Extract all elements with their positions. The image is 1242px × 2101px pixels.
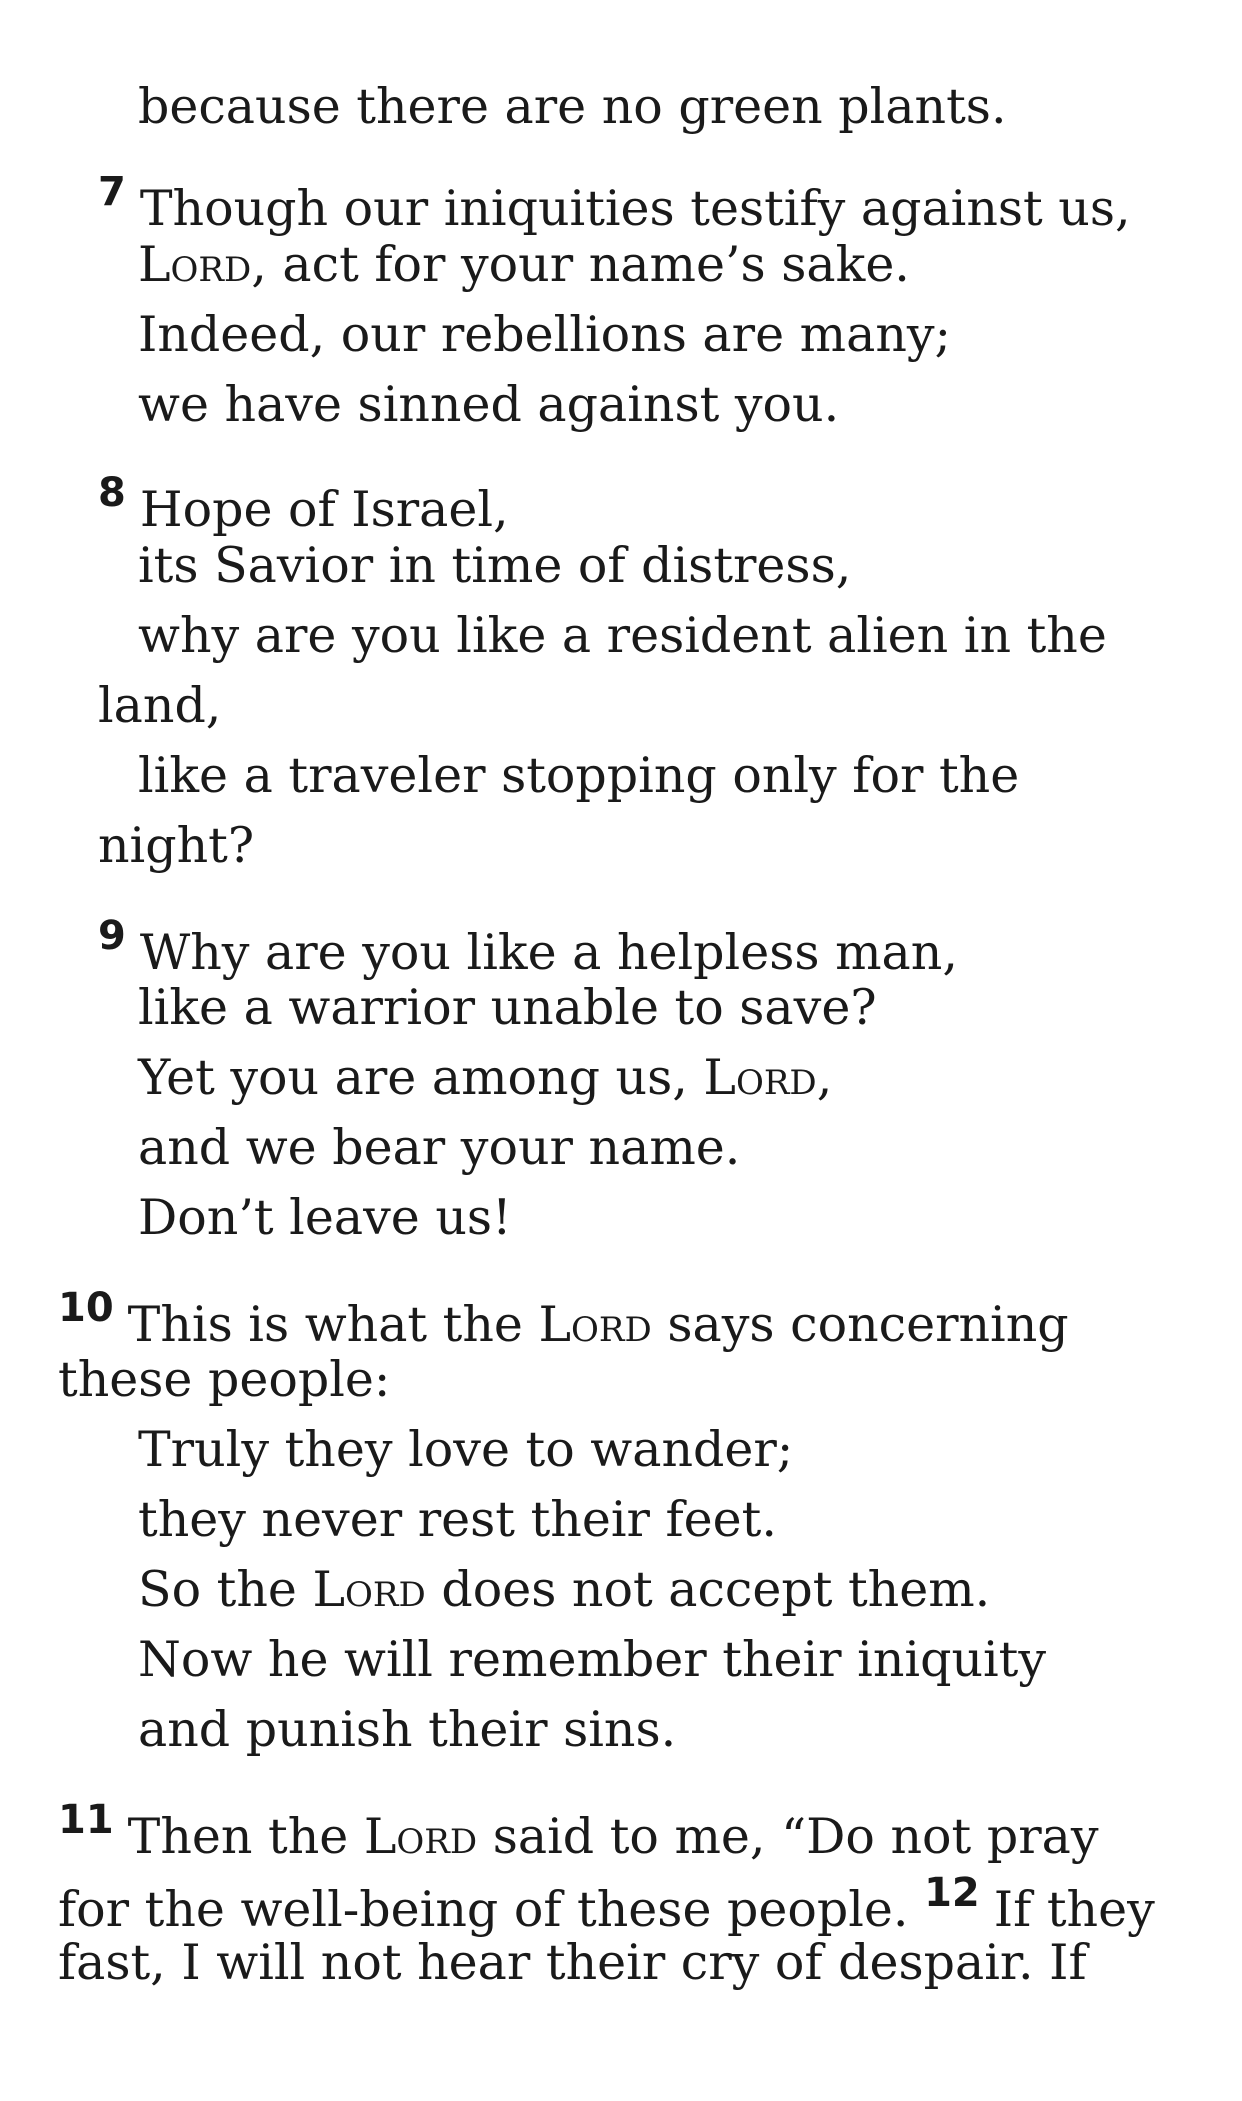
divine-name: Lord <box>312 1561 426 1618</box>
text-line: So the Lord does not accept them. <box>138 1561 991 1618</box>
verse-number: 7 <box>98 169 126 215</box>
divine-name: Lord <box>138 236 252 293</box>
verse-number: 10 <box>58 1285 114 1331</box>
verse-number: 9 <box>98 913 126 959</box>
text-line: because there are no green plants. <box>138 78 1007 135</box>
text-line: its Savior in time of distress, <box>138 537 852 594</box>
divine-name: Lord <box>538 1296 652 1353</box>
text-line: they never rest their feet. <box>138 1491 777 1548</box>
text-line: Now he will remember their iniquity <box>138 1631 1047 1688</box>
text-line: Yet you are among us, Lord, <box>138 1049 833 1106</box>
verse-line: $^{11}$ Then the Lord said to me, “Do not pray <box>58 1797 1099 1865</box>
verse-line: $^{10}$ This is what the Lord says concerning <box>58 1285 1069 1353</box>
verse-line: $^9$ Why are you like a helpless man, <box>98 913 958 981</box>
text-line: Lord, act for your name’s sake. <box>138 236 910 293</box>
text-line: we have sinned against you. <box>138 376 840 433</box>
text-line: why are you like a resident alien in the <box>138 607 1107 664</box>
text-line: and punish their sins. <box>138 1701 677 1758</box>
verse-number: 8 <box>98 470 126 516</box>
text-line: these people: <box>58 1351 391 1408</box>
text-line: Don’t leave us! <box>138 1189 512 1246</box>
text-line: fast, I will not hear their cry of despair. If <box>58 1934 1087 1991</box>
verse-line: $^7$ Though our iniquities testify against us, <box>98 169 1131 237</box>
divine-name: Lord <box>703 1049 817 1106</box>
text-line: like a warrior unable to save? <box>138 979 877 1036</box>
divine-name: Lord <box>363 1808 478 1865</box>
text-line: for the well-being of these people. $^{12}$ If they <box>58 1870 1155 1938</box>
text-line: Truly they love to wander; <box>138 1421 794 1478</box>
text-line: Indeed, our rebellions are many; <box>138 306 952 363</box>
verse-line: $^8$ Hope of Israel, <box>98 470 509 538</box>
text-line: night? <box>98 817 255 874</box>
verse-number: 11 <box>58 1797 114 1843</box>
text-line: like a traveler stopping only for the <box>138 747 1020 804</box>
verse-number: 12 <box>924 1870 980 1916</box>
text-line: land, <box>98 677 222 734</box>
text-line: and we bear your name. <box>138 1119 741 1176</box>
